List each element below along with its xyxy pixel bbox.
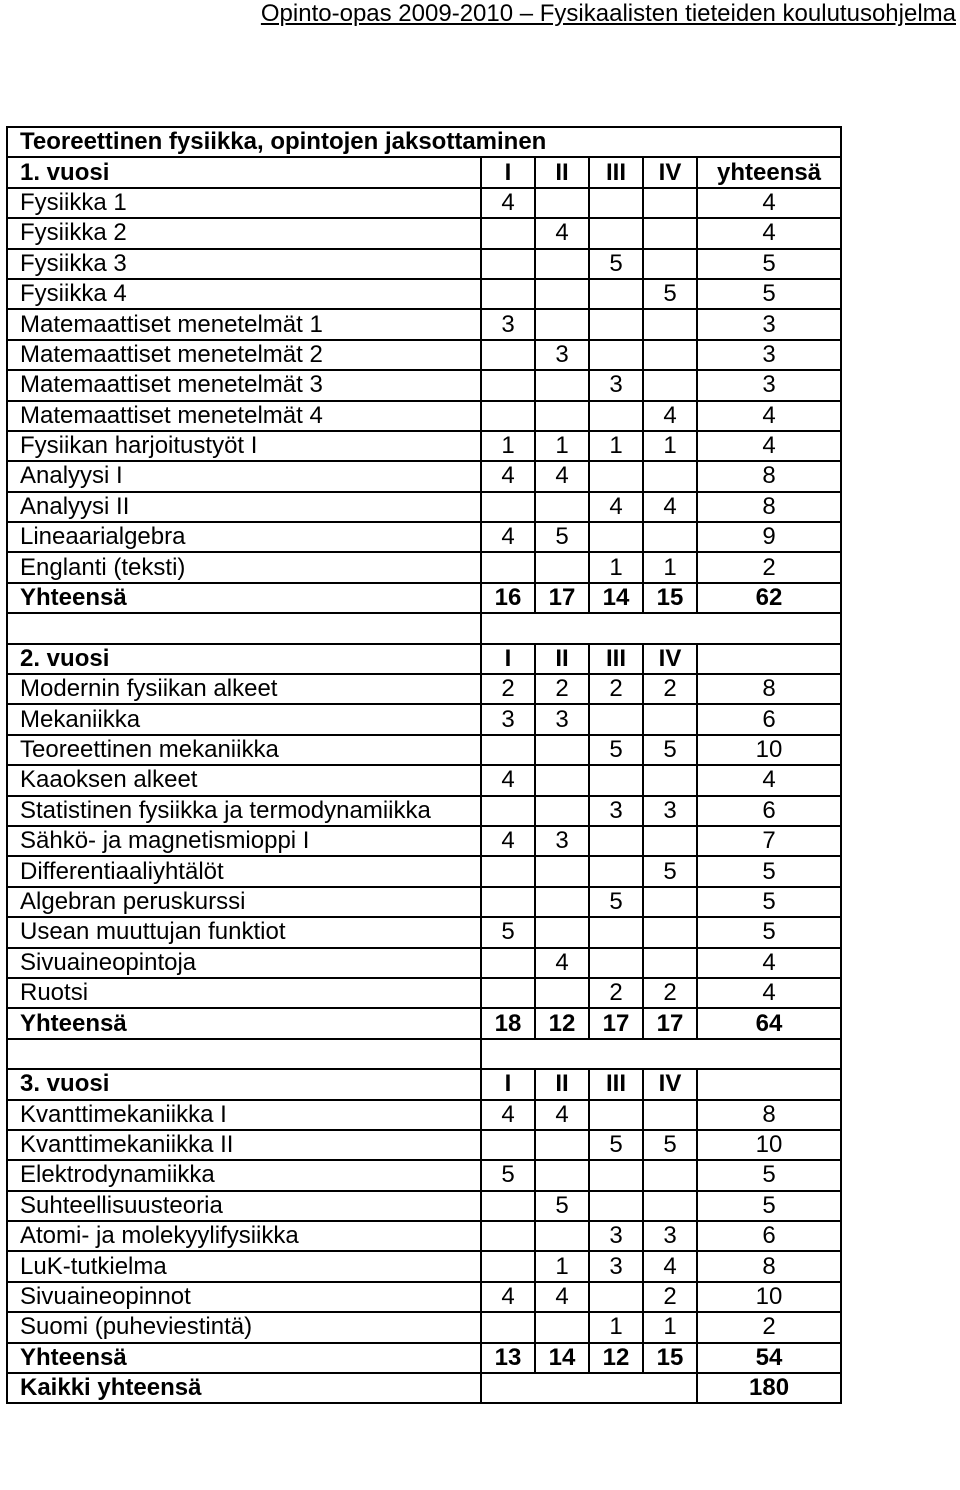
total-credits: 4: [697, 218, 841, 248]
period-4-credits: 5: [643, 1130, 697, 1160]
course-name: Sivuaineopinnot: [7, 1282, 481, 1312]
course-name: Suomi (puheviestintä): [7, 1312, 481, 1342]
period-2-credits: 3: [535, 340, 589, 370]
period-2-credits: [535, 309, 589, 339]
course-name: Kvanttimekaniikka I: [7, 1100, 481, 1130]
period-3-credits: [589, 218, 643, 248]
period-4-credits: 5: [643, 735, 697, 765]
table-row: [7, 522, 841, 552]
period-2-credits: 3: [535, 826, 589, 856]
period-4-credits: [643, 826, 697, 856]
period-3-credits: [589, 704, 643, 734]
empty-cell: [7, 613, 481, 643]
page-header[interactable]: Opinto-opas 2009-2010 – Fysikaalisten tieteiden koulutusohjelma: [260, 0, 956, 27]
period-4-credits: [643, 370, 697, 400]
period-1-credits: [481, 796, 535, 826]
table-row: [7, 917, 841, 947]
total-credits: 8: [697, 674, 841, 704]
period-3-credits: [589, 522, 643, 552]
period-4-credits: 2: [643, 1282, 697, 1312]
course-name: Fysiikka 4: [7, 279, 481, 309]
total-credits: 4: [697, 401, 841, 431]
year-sum-row: [7, 1008, 841, 1038]
period-4-credits: IV: [643, 1069, 697, 1099]
period-1-credits: [481, 552, 535, 582]
period-1-credits: I: [481, 644, 535, 674]
table-row: [7, 431, 841, 461]
course-name: Mekaniikka: [7, 704, 481, 734]
period-4-credits: 1: [643, 1312, 697, 1342]
period-3-credits: [589, 309, 643, 339]
period-2-credits: [535, 978, 589, 1008]
total-credits: 4: [697, 188, 841, 218]
period-4-credits: 2: [643, 674, 697, 704]
course-name: Analyysi I: [7, 461, 481, 491]
period-3-credits: 3: [589, 1251, 643, 1281]
total-credits: 5: [697, 279, 841, 309]
course-name: Teoreettinen mekaniikka: [7, 735, 481, 765]
empty-cell: [481, 613, 841, 643]
total-credits: 5: [697, 1160, 841, 1190]
period-4-credits: [643, 1100, 697, 1130]
period-3-credits: 1: [589, 431, 643, 461]
period-2-credits: [535, 765, 589, 795]
period-3-credits: [589, 856, 643, 886]
period-4-credits: 5: [643, 279, 697, 309]
course-name: Lineaarialgebra: [7, 522, 481, 552]
period-2-credits: 2: [535, 674, 589, 704]
period-1-credits: 3: [481, 704, 535, 734]
period-1-credits: [481, 887, 535, 917]
period-3-credits: [589, 917, 643, 947]
period-2-credits: [535, 1130, 589, 1160]
grand-total-value: 180: [697, 1373, 841, 1403]
total-credits: 4: [697, 765, 841, 795]
total-credits: 5: [697, 856, 841, 886]
period-4-credits: [643, 522, 697, 552]
course-name: Yhteensä: [7, 1343, 481, 1373]
period-4-credits: 4: [643, 492, 697, 522]
total-credits: [697, 644, 841, 674]
period-3-credits: [589, 461, 643, 491]
period-1-credits: [481, 340, 535, 370]
total-credits: 54: [697, 1343, 841, 1373]
period-1-credits: [481, 735, 535, 765]
course-name: Differentiaaliyhtälöt: [7, 856, 481, 886]
course-name: Matemaattiset menetelmät 1: [7, 309, 481, 339]
period-1-credits: 4: [481, 826, 535, 856]
total-credits: 2: [697, 552, 841, 582]
total-credits: 6: [697, 1221, 841, 1251]
period-2-credits: [535, 887, 589, 917]
period-3-credits: III: [589, 1069, 643, 1099]
period-2-credits: [535, 249, 589, 279]
period-2-credits: [535, 492, 589, 522]
table-row: [7, 1160, 841, 1190]
year-header-row: [7, 644, 841, 674]
period-1-credits: 2: [481, 674, 535, 704]
period-1-credits: [481, 401, 535, 431]
empty-cell: [481, 1039, 841, 1069]
period-4-credits: 5: [643, 856, 697, 886]
total-credits: 4: [697, 978, 841, 1008]
period-3-credits: 5: [589, 887, 643, 917]
period-1-credits: [481, 1312, 535, 1342]
total-credits: [697, 1069, 841, 1099]
period-4-credits: 3: [643, 796, 697, 826]
period-4-credits: [643, 1160, 697, 1190]
period-1-credits: 16: [481, 583, 535, 613]
period-4-credits: [643, 188, 697, 218]
period-1-credits: 18: [481, 1008, 535, 1038]
table-row: [7, 188, 841, 218]
total-credits: 5: [697, 1191, 841, 1221]
table-row: [7, 552, 841, 582]
period-3-credits: [589, 1191, 643, 1221]
period-4-credits: IV: [643, 157, 697, 187]
table-row: [7, 1251, 841, 1281]
course-name: Usean muuttujan funktiot: [7, 917, 481, 947]
period-1-credits: 3: [481, 309, 535, 339]
period-4-credits: 15: [643, 583, 697, 613]
total-credits: 64: [697, 1008, 841, 1038]
table-row: [7, 796, 841, 826]
period-4-credits: [643, 218, 697, 248]
period-1-credits: [481, 1130, 535, 1160]
spacer-row: [7, 1039, 841, 1069]
period-4-credits: 15: [643, 1343, 697, 1373]
period-2-credits: 3: [535, 704, 589, 734]
period-2-credits: II: [535, 1069, 589, 1099]
period-3-credits: 3: [589, 796, 643, 826]
period-4-credits: 3: [643, 1221, 697, 1251]
period-2-credits: 12: [535, 1008, 589, 1038]
period-4-credits: [643, 887, 697, 917]
period-4-credits: [643, 1191, 697, 1221]
period-2-credits: II: [535, 157, 589, 187]
period-1-credits: [481, 1221, 535, 1251]
table-row: [7, 704, 841, 734]
period-2-credits: 5: [535, 522, 589, 552]
grand-total-row: [7, 1373, 841, 1403]
period-4-credits: [643, 704, 697, 734]
period-1-credits: [481, 218, 535, 248]
period-1-credits: [481, 978, 535, 1008]
course-name: LuK-tutkielma: [7, 1251, 481, 1281]
course-name: Matemaattiset menetelmät 4: [7, 401, 481, 431]
total-credits: 8: [697, 1251, 841, 1281]
period-4-credits: [643, 765, 697, 795]
period-4-credits: [643, 340, 697, 370]
period-1-credits: 5: [481, 917, 535, 947]
total-credits: 10: [697, 1130, 841, 1160]
course-name: Fysiikka 2: [7, 218, 481, 248]
year-sum-row: [7, 1343, 841, 1373]
period-3-credits: 5: [589, 1130, 643, 1160]
period-1-credits: 5: [481, 1160, 535, 1190]
total-credits: 5: [697, 249, 841, 279]
period-3-credits: 5: [589, 735, 643, 765]
period-3-credits: 17: [589, 1008, 643, 1038]
period-1-credits: [481, 948, 535, 978]
course-name: Statistinen fysiikka ja termodynamiikka: [7, 796, 481, 826]
period-1-credits: [481, 1251, 535, 1281]
table-row: [7, 492, 841, 522]
course-name: Yhteensä: [7, 1008, 481, 1038]
total-credits: 7: [697, 826, 841, 856]
table-row: [7, 978, 841, 1008]
period-1-credits: I: [481, 1069, 535, 1099]
course-name: Ruotsi: [7, 978, 481, 1008]
period-3-credits: [589, 1282, 643, 1312]
period-2-credits: [535, 1312, 589, 1342]
period-2-credits: 1: [535, 431, 589, 461]
total-credits: 8: [697, 461, 841, 491]
course-name: Kaaoksen alkeet: [7, 765, 481, 795]
period-2-credits: [535, 279, 589, 309]
course-name: Suhteellisuusteoria: [7, 1191, 481, 1221]
table-row: [7, 1221, 841, 1251]
table-row: [7, 948, 841, 978]
period-4-credits: IV: [643, 644, 697, 674]
year-header-row: [7, 157, 841, 187]
period-1-credits: 4: [481, 461, 535, 491]
period-2-credits: [535, 188, 589, 218]
period-3-credits: 2: [589, 674, 643, 704]
period-3-credits: 5: [589, 249, 643, 279]
table-row: [7, 856, 841, 886]
total-credits: 4: [697, 431, 841, 461]
course-name: Atomi- ja molekyylifysiikka: [7, 1221, 481, 1251]
course-name: Matemaattiset menetelmät 2: [7, 340, 481, 370]
spacer-row: [7, 613, 841, 643]
period-2-credits: 14: [535, 1343, 589, 1373]
course-name: Kvanttimekaniikka II: [7, 1130, 481, 1160]
total-credits: 2: [697, 1312, 841, 1342]
period-2-credits: [535, 917, 589, 947]
table-row: [7, 309, 841, 339]
table-row: [7, 1312, 841, 1342]
period-3-credits: III: [589, 157, 643, 187]
period-2-credits: [535, 1160, 589, 1190]
period-3-credits: [589, 1100, 643, 1130]
period-3-credits: 1: [589, 1312, 643, 1342]
period-4-credits: 2: [643, 978, 697, 1008]
total-credits: 6: [697, 704, 841, 734]
course-name: Modernin fysiikan alkeet: [7, 674, 481, 704]
course-name: 3. vuosi: [7, 1069, 481, 1099]
period-1-credits: 13: [481, 1343, 535, 1373]
course-name: 2. vuosi: [7, 644, 481, 674]
period-1-credits: [481, 249, 535, 279]
period-2-credits: [535, 796, 589, 826]
period-2-credits: 4: [535, 461, 589, 491]
period-2-credits: [535, 370, 589, 400]
period-1-credits: 1: [481, 431, 535, 461]
course-name: Fysiikka 1: [7, 188, 481, 218]
total-credits: 4: [697, 948, 841, 978]
table-row: [7, 249, 841, 279]
course-name: Fysiikka 3: [7, 249, 481, 279]
period-2-credits: [535, 1221, 589, 1251]
table-row: [7, 370, 841, 400]
study-plan-table: [6, 126, 842, 1404]
period-3-credits: [589, 1160, 643, 1190]
period-4-credits: 1: [643, 552, 697, 582]
total-credits: 5: [697, 917, 841, 947]
period-1-credits: 4: [481, 765, 535, 795]
table-row: [7, 735, 841, 765]
period-1-credits: 4: [481, 522, 535, 552]
table-row: [7, 765, 841, 795]
table-row: [7, 674, 841, 704]
course-name: Algebran peruskurssi: [7, 887, 481, 917]
course-name: Fysiikan harjoitustyöt I: [7, 431, 481, 461]
year-sum-row: [7, 583, 841, 613]
total-credits: 8: [697, 492, 841, 522]
table-row: [7, 218, 841, 248]
period-3-credits: 1: [589, 552, 643, 582]
period-4-credits: 4: [643, 401, 697, 431]
period-1-credits: [481, 492, 535, 522]
table-row: [7, 340, 841, 370]
period-1-credits: [481, 856, 535, 886]
period-4-credits: 4: [643, 1251, 697, 1281]
period-4-credits: 17: [643, 1008, 697, 1038]
table-row: [7, 1100, 841, 1130]
period-2-credits: 17: [535, 583, 589, 613]
total-credits: 3: [697, 370, 841, 400]
total-credits: 62: [697, 583, 841, 613]
period-3-credits: III: [589, 644, 643, 674]
period-4-credits: 1: [643, 431, 697, 461]
table-row: [7, 1191, 841, 1221]
total-credits: 10: [697, 735, 841, 765]
period-2-credits: 4: [535, 218, 589, 248]
period-3-credits: [589, 188, 643, 218]
period-2-credits: II: [535, 644, 589, 674]
period-3-credits: 12: [589, 1343, 643, 1373]
period-3-credits: [589, 826, 643, 856]
period-1-credits: I: [481, 157, 535, 187]
table-row: [7, 826, 841, 856]
course-name: Elektrodynamiikka: [7, 1160, 481, 1190]
table-title-row: [7, 127, 841, 157]
period-3-credits: [589, 401, 643, 431]
period-2-credits: [535, 552, 589, 582]
period-2-credits: 4: [535, 948, 589, 978]
total-credits: 3: [697, 309, 841, 339]
period-2-credits: 5: [535, 1191, 589, 1221]
period-4-credits: [643, 917, 697, 947]
table-row: [7, 461, 841, 491]
period-2-credits: [535, 735, 589, 765]
period-3-credits: 3: [589, 1221, 643, 1251]
total-credits: 8: [697, 1100, 841, 1130]
period-3-credits: [589, 948, 643, 978]
grand-total-label: Kaikki yhteensä: [7, 1373, 481, 1403]
total-credits: 5: [697, 887, 841, 917]
period-3-credits: [589, 279, 643, 309]
total-credits: 6: [697, 796, 841, 826]
period-1-credits: [481, 370, 535, 400]
course-name: Englanti (teksti): [7, 552, 481, 582]
course-name: 1. vuosi: [7, 157, 481, 187]
table-row: [7, 1130, 841, 1160]
period-2-credits: 4: [535, 1282, 589, 1312]
period-3-credits: 3: [589, 370, 643, 400]
period-1-credits: [481, 1191, 535, 1221]
period-1-credits: 4: [481, 188, 535, 218]
course-name: Matemaattiset menetelmät 3: [7, 370, 481, 400]
period-4-credits: [643, 309, 697, 339]
table-row: [7, 887, 841, 917]
course-name: Analyysi II: [7, 492, 481, 522]
period-2-credits: 1: [535, 1251, 589, 1281]
total-credits: 3: [697, 340, 841, 370]
period-3-credits: 14: [589, 583, 643, 613]
total-credits: 10: [697, 1282, 841, 1312]
course-name: Sivuaineopintoja: [7, 948, 481, 978]
period-2-credits: [535, 401, 589, 431]
period-4-credits: [643, 461, 697, 491]
table-row: [7, 1282, 841, 1312]
period-4-credits: [643, 948, 697, 978]
course-name: Sähkö- ja magnetismioppi I: [7, 826, 481, 856]
table-row: [7, 279, 841, 309]
period-1-credits: [481, 279, 535, 309]
period-4-credits: [643, 249, 697, 279]
empty-cell: [481, 1373, 697, 1403]
period-2-credits: 4: [535, 1100, 589, 1130]
period-3-credits: 2: [589, 978, 643, 1008]
empty-cell: [7, 1039, 481, 1069]
period-1-credits: 4: [481, 1282, 535, 1312]
table-row: [7, 401, 841, 431]
table-title: Teoreettinen fysiikka, opintojen jaksottaminen: [7, 127, 841, 157]
course-name: Yhteensä: [7, 583, 481, 613]
period-1-credits: 4: [481, 1100, 535, 1130]
period-2-credits: [535, 856, 589, 886]
total-credits: 9: [697, 522, 841, 552]
year-header-row: [7, 1069, 841, 1099]
total-credits: yhteensä: [697, 157, 841, 187]
period-3-credits: [589, 340, 643, 370]
period-3-credits: [589, 765, 643, 795]
period-3-credits: 4: [589, 492, 643, 522]
